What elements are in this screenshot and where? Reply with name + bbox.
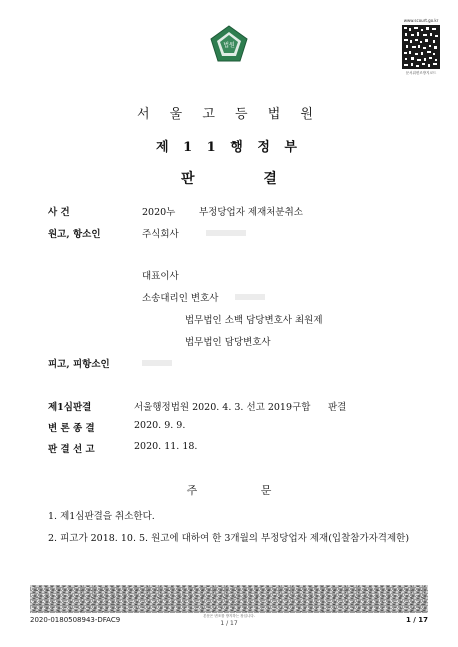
qr-caption: 문서위변조방지코드 [405, 71, 437, 75]
document-id: 2020-0180508943-DFAC9 [30, 616, 121, 624]
hearing-end-label: 변 론 종 결 [48, 423, 95, 434]
order-item-1: 1. 제1심판결을 취소한다. [48, 511, 155, 522]
law-firm-1: 법무법인 소백 담당변호사 최원제 [185, 315, 323, 326]
page-number-center: 1 / 17 [220, 620, 238, 627]
verdict-label: 판 결 선 고 [48, 444, 95, 455]
security-pattern [30, 585, 428, 613]
court-name: 서 울 고 등 법 원 [136, 107, 321, 122]
hearing-end-date: 2020. 9. 9. [134, 420, 186, 431]
document-type-heading: 판 결 [181, 171, 309, 187]
division-name: 제 1 1 행 정 부 [156, 140, 302, 155]
redaction-mark [235, 294, 265, 300]
counsel-label: 소송대리인 변호사 [142, 293, 219, 304]
law-firm-2: 법무법인 담당변호사 [185, 337, 271, 348]
court-emblem-icon [209, 24, 249, 64]
defendant-label: 피고, 피항소인 [48, 359, 110, 370]
qr-code-icon [402, 25, 440, 69]
plaintiff-label: 원고, 항소인 [48, 229, 101, 240]
plaintiff-name: 주식회사 [142, 229, 179, 240]
verdict-date: 2020. 11. 18. [134, 441, 198, 452]
case-name: 부정당업자 제재처분취소 [199, 207, 303, 218]
redaction-mark [142, 360, 172, 366]
first-instance-suffix: 판결 [328, 402, 347, 413]
emblem-label: 법원 [223, 42, 235, 49]
page-number: 1 / 17 [405, 616, 428, 624]
first-instance-label: 제1심판결 [48, 402, 92, 413]
case-number: 2020누 [142, 207, 176, 218]
redaction-mark [206, 230, 246, 236]
first-instance-value: 서울행정법원 2020. 4. 3. 선고 2019구합 [134, 402, 311, 413]
order-heading: 주 문 [186, 484, 302, 497]
anti-forgery-code [398, 18, 444, 78]
qr-url: www.scourt.go.kr [403, 18, 439, 23]
representative-label: 대표이사 [142, 271, 179, 282]
case-label: 사 건 [48, 207, 70, 218]
order-item-2: 2. 피고가 2018. 10. 5. 원고에 대하여 한 3개월의 부정당업자 제재(입찰참가자격제한) [48, 533, 410, 544]
anti-tamper-notice: 본문은 변조를 방지하는 장입니다. [203, 614, 255, 618]
